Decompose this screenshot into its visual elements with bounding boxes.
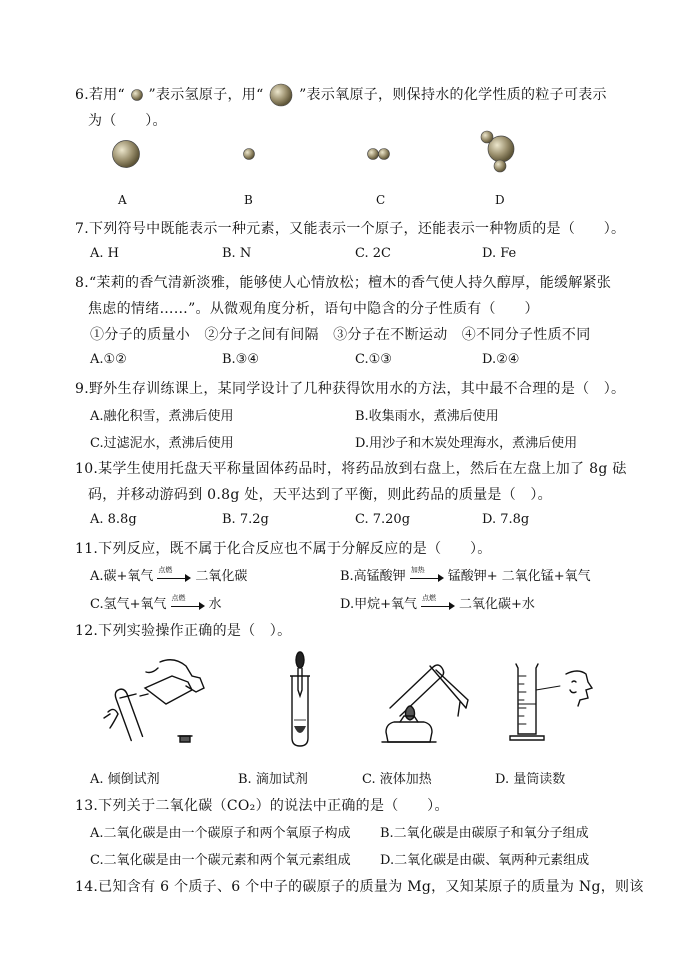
q13-option-b: B.二氧化碳是由碳原子和氧分子组成 xyxy=(380,826,589,841)
q6-label-d: D xyxy=(495,193,505,207)
q6-label-b: B xyxy=(244,193,253,207)
q8-option-a: A.①② xyxy=(90,352,127,367)
q11-option-b: B.高锰酸钾 加热 锰酸钾+ 二氧化锰+氧气 xyxy=(340,565,591,584)
q10-option-a: A. 8.8g xyxy=(90,512,137,527)
particle-d-icon xyxy=(478,128,522,174)
q11-option-a: A.碳+氧气 点燃 二氧化碳 xyxy=(90,565,248,584)
q6-label-c: C xyxy=(376,193,386,207)
q11-option-d: D.甲烷+氧气 点燃 二氧化碳+水 xyxy=(340,593,535,612)
reaction-arrow-icon: 点燃 xyxy=(421,600,455,610)
hydrogen-atom-icon xyxy=(130,89,144,101)
heating-liquid-illustration xyxy=(376,650,472,750)
q6-stem-line2: 为（ ）。 xyxy=(88,113,167,129)
q9-stem: 9.野外生存训练课上，某同学设计了几种获得饮用水的方法，其中最不合理的是（ ）。 xyxy=(75,381,626,397)
q7-option-c: C. 2C xyxy=(355,246,391,261)
cylinder-reading-illustration xyxy=(506,660,596,746)
q7-stem: 7.下列符号中既能表示一种元素，又能表示一个原子，还能表示一种物质的是（ ）。 xyxy=(75,221,626,237)
q6-text-b: ”表示氢原子，用“ xyxy=(148,87,264,103)
q6-label-a: A xyxy=(118,193,127,207)
q9-option-c: C.过滤泥水，煮沸后使用 xyxy=(90,436,234,451)
q7-option-d: D. Fe xyxy=(482,246,517,261)
dropper-test-tube-illustration xyxy=(288,650,312,748)
q9-option-a: A.融化积雪，煮沸后使用 xyxy=(90,409,234,424)
q9-option-d: D.用沙子和木炭处理海水，煮沸后使用 xyxy=(355,436,578,451)
q6-text-c: ”表示氧原子，则保持水的化学性质的粒子可表示 xyxy=(299,87,607,103)
q9-option-b: B.收集雨水，煮沸后使用 xyxy=(355,409,499,424)
pouring-reagent-illustration xyxy=(100,648,210,748)
q8-option-c: C.①③ xyxy=(355,352,392,367)
q10-option-b: B. 7.2g xyxy=(222,512,269,527)
q8-stem-line1: 8.“茉莉的香气清新淡雅，能够使人心情放松；檀木的香气使人持久醇厚，能缓解紧张 xyxy=(75,275,612,291)
q10-option-c: C. 7.20g xyxy=(355,512,411,527)
q6-text-a: 6.若用“ xyxy=(75,87,126,103)
q8-option-b: B.③④ xyxy=(222,352,259,367)
q14-stem: 14.已知含有 6 个质子、6 个中子的碳原子的质量为 Mg，又知某原子的质量为 Ng，则该 xyxy=(75,879,644,895)
q12-option-c: C. 液体加热 xyxy=(362,772,432,787)
q8-statements: ①分子的质量小 ②分子之间有间隔 ③分子在不断运动 ④不同分子性质不同 xyxy=(90,327,591,343)
q11-option-c: C.氢气+氧气 点燃 水 xyxy=(90,593,222,612)
q10-stem-line1: 10.某学生使用托盘天平称量固体药品时，将药品放到右盘上，然后在左盘上加了 8g 砝 xyxy=(75,461,627,477)
oxygen-atom-icon xyxy=(268,84,294,106)
reaction-arrow-icon: 加热 xyxy=(410,572,444,582)
reaction-arrow-icon: 点燃 xyxy=(157,572,191,582)
particle-c-icon xyxy=(366,147,392,161)
q13-option-d: D.二氧化碳是由碳、氧两种元素组成 xyxy=(380,853,590,868)
q8-option-d: D.②④ xyxy=(482,352,520,367)
q12-stem: 12.下列实验操作正确的是（ ）。 xyxy=(75,623,292,639)
q12-option-a: A. 倾倒试剂 xyxy=(90,772,160,787)
q11-stem: 11.下列反应，既不属于化合反应也不属于分解反应的是（ ）。 xyxy=(75,541,492,557)
q13-option-c: C.二氧化碳是由一个碳元素和两个氧元素组成 xyxy=(90,853,351,868)
particle-a-icon xyxy=(110,138,142,170)
q10-stem-line2: 码，并移动游码到 0.8g 处，天平达到了平衡，则此药品的质量是（ ）。 xyxy=(88,487,552,503)
q7-option-a: A. H xyxy=(90,246,119,261)
q12-option-b: B. 滴加试剂 xyxy=(238,772,308,787)
q7-option-b: B. N xyxy=(222,246,252,261)
q13-stem: 13.下列关于二氧化碳（CO₂）的说法中正确的是（ ）。 xyxy=(75,798,449,814)
particle-b-icon xyxy=(242,147,256,161)
q12-option-d: D. 量筒读数 xyxy=(495,772,566,787)
q8-stem-line2: 焦虑的情绪……”。从微观角度分析，语句中隐含的分子性质有（ ） xyxy=(88,301,539,317)
q6-stem-line1 xyxy=(75,84,607,106)
q13-option-a: A.二氧化碳是由一个碳原子和两个氧原子构成 xyxy=(90,826,351,841)
q10-option-d: D. 7.8g xyxy=(482,512,530,527)
reaction-arrow-icon: 点燃 xyxy=(171,600,205,610)
